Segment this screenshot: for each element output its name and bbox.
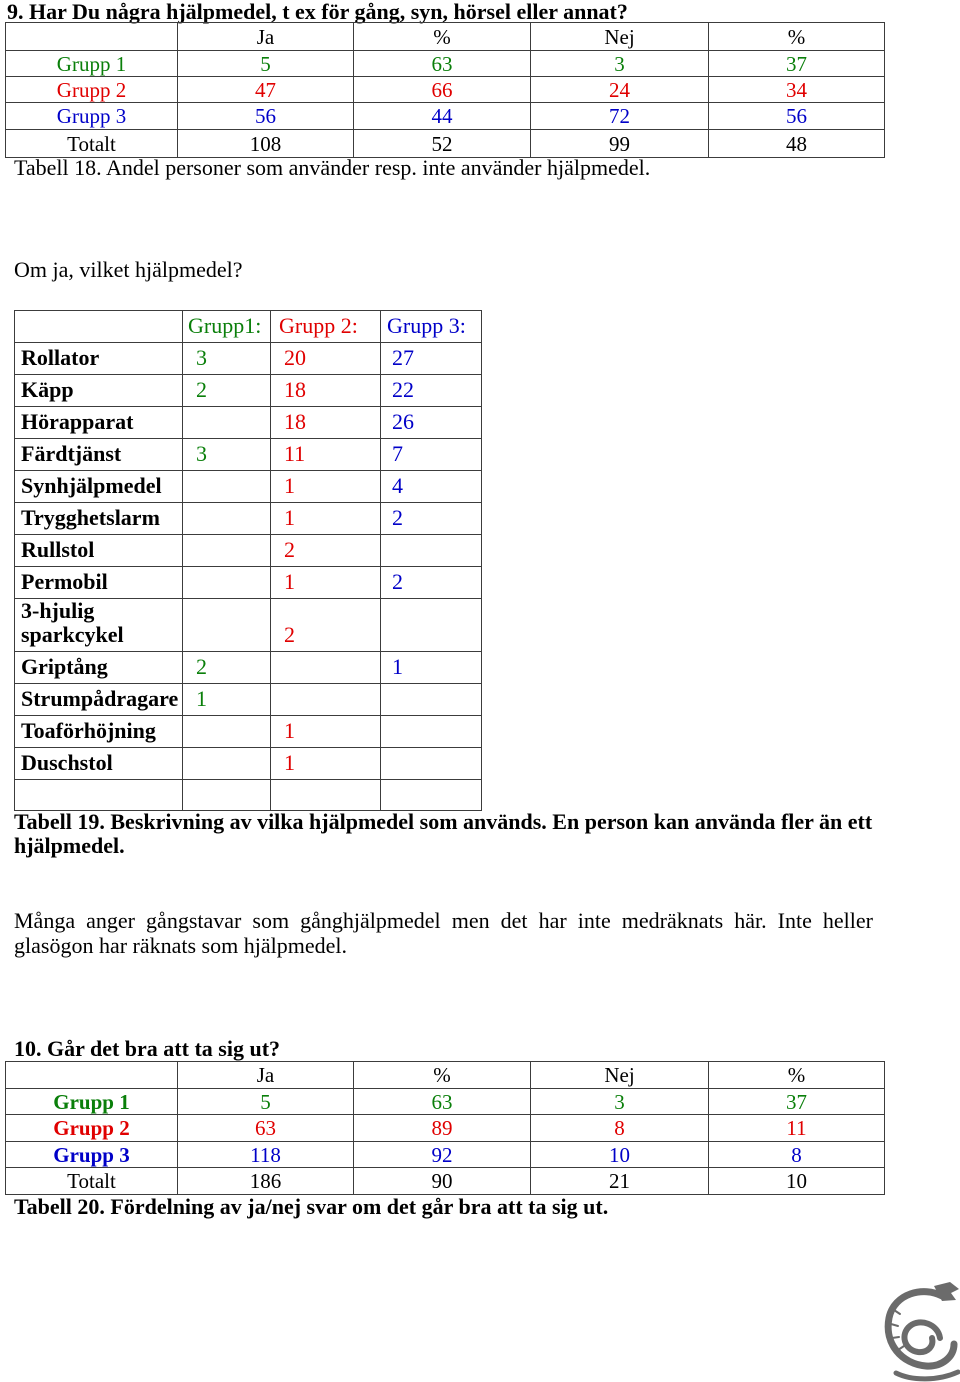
row-label: Grupp 1	[6, 51, 178, 77]
table-cell: 72	[531, 103, 709, 130]
aid-name: Griptång	[15, 652, 183, 684]
grupp3-count: 1	[381, 652, 482, 684]
table-row	[6, 1089, 885, 1115]
table-header-row	[6, 1062, 885, 1089]
header-cell: %	[709, 1062, 885, 1089]
note-paragraph: Många anger gångstavar som gånghjälpmedel men det har inte medräknats här. Inte heller glasögon har räknats som hjälpmedel.	[14, 908, 873, 958]
table-total-row	[6, 1168, 885, 1195]
grupp3-count: 2	[381, 503, 482, 535]
question-10-heading: 10. Går det bra att ta sig ut?	[14, 1036, 281, 1061]
grupp1-count	[183, 716, 271, 748]
table-row	[15, 439, 482, 471]
table-cell: 118	[178, 1142, 354, 1168]
header-cell: %	[354, 23, 531, 51]
table-cell: 56	[709, 103, 885, 130]
aids-usage-table	[5, 22, 885, 158]
grupp2-count: 1	[271, 716, 381, 748]
table-cell: 21	[531, 1168, 709, 1195]
grupp2-count: 20	[271, 343, 381, 375]
grupp3-count: 26	[381, 407, 482, 439]
grupp1-count	[183, 599, 271, 652]
grupp2-count: 2	[271, 535, 381, 567]
grupp1-count: 1	[183, 684, 271, 716]
header-grupp1: Grupp1:	[183, 311, 271, 343]
table-row	[6, 103, 885, 130]
table-cell: 56	[178, 103, 354, 130]
grupp1-count: 3	[183, 439, 271, 471]
dragon-seal-logo-icon	[880, 1280, 960, 1382]
table-cell: 52	[354, 130, 531, 158]
table-cell: 63	[354, 1089, 531, 1115]
table-cell: 10	[709, 1168, 885, 1195]
table-row	[6, 1142, 885, 1168]
grupp1-count	[183, 748, 271, 780]
grupp3-count	[381, 780, 482, 811]
table-cell: 34	[709, 77, 885, 103]
table-row	[15, 407, 482, 439]
table-cell: 10	[531, 1142, 709, 1168]
table-header-row	[15, 311, 482, 343]
table-cell: 48	[709, 130, 885, 158]
aid-name: Permobil	[15, 567, 183, 599]
table-row	[15, 748, 482, 780]
aid-name: Färdtjänst	[15, 439, 183, 471]
table-cell: 11	[709, 1115, 885, 1142]
table-cell: 90	[354, 1168, 531, 1195]
header-grupp3: Grupp 3:	[381, 311, 482, 343]
row-label: Grupp 2	[6, 77, 178, 103]
grupp3-count	[381, 599, 482, 652]
table-cell: 99	[531, 130, 709, 158]
table-cell: 3	[531, 1089, 709, 1115]
table-cell: 8	[531, 1115, 709, 1142]
table-row	[6, 77, 885, 103]
grupp3-count: 7	[381, 439, 482, 471]
table-row	[15, 343, 482, 375]
grupp1-count	[183, 503, 271, 535]
table-row	[15, 375, 482, 407]
aid-name: 3-hjulig sparkcykel	[15, 599, 183, 652]
aid-name: Hörapparat	[15, 407, 183, 439]
table-row	[15, 567, 482, 599]
grupp3-count: 22	[381, 375, 482, 407]
aid-name: Rollator	[15, 343, 183, 375]
table-row	[15, 780, 482, 811]
table-19-caption: Tabell 19. Beskrivning av vilka hjälpmedel som används. En person kan använda fler än ett hjälpmedel.	[14, 809, 873, 858]
aid-name: Trygghetslarm	[15, 503, 183, 535]
grupp1-count	[183, 780, 271, 811]
grupp2-count	[271, 780, 381, 811]
grupp2-count: 2	[271, 599, 381, 652]
header-cell: Ja	[178, 23, 354, 51]
header-cell	[6, 1062, 178, 1089]
grupp2-count: 1	[271, 567, 381, 599]
table-cell: 24	[531, 77, 709, 103]
grupp2-count: 18	[271, 375, 381, 407]
aid-name: Strumpådragare	[15, 684, 183, 716]
table-cell: 5	[178, 51, 354, 77]
question-9-heading: 9. Har Du några hjälpmedel, t ex för gång, syn, hörsel eller annat?	[7, 0, 628, 24]
row-label: Totalt	[6, 130, 178, 158]
row-label: Grupp 3	[6, 103, 178, 130]
table-cell: 186	[178, 1168, 354, 1195]
aid-name: Duschstol	[15, 748, 183, 780]
table-row	[15, 652, 482, 684]
grupp1-count: 2	[183, 652, 271, 684]
table-cell: 8	[709, 1142, 885, 1168]
table-cell: 89	[354, 1115, 531, 1142]
grupp3-count	[381, 748, 482, 780]
grupp1-count: 3	[183, 343, 271, 375]
row-label: Grupp 1	[6, 1089, 178, 1115]
aid-name: Rullstol	[15, 535, 183, 567]
table-row	[15, 599, 482, 652]
grupp3-count	[381, 684, 482, 716]
grupp1-count: 2	[183, 375, 271, 407]
row-label: Grupp 3	[6, 1142, 178, 1168]
header-cell: Nej	[531, 23, 709, 51]
aid-name	[15, 780, 183, 811]
grupp3-count	[381, 535, 482, 567]
table-row	[15, 535, 482, 567]
header-cell	[6, 23, 178, 51]
grupp2-count: 1	[271, 748, 381, 780]
grupp1-count	[183, 535, 271, 567]
row-label: Grupp 2	[6, 1115, 178, 1142]
table-cell: 92	[354, 1142, 531, 1168]
table-cell: 3	[531, 51, 709, 77]
table-cell: 63	[178, 1115, 354, 1142]
grupp1-count	[183, 471, 271, 503]
table-header-row	[6, 23, 885, 51]
grupp2-count	[271, 684, 381, 716]
table-row	[6, 1115, 885, 1142]
row-label: Totalt	[6, 1168, 178, 1195]
table-row	[15, 684, 482, 716]
followup-question: Om ja, vilket hjälpmedel?	[14, 257, 243, 282]
table-cell: 37	[709, 51, 885, 77]
grupp3-count: 27	[381, 343, 482, 375]
grupp2-count: 1	[271, 471, 381, 503]
aid-name: Käpp	[15, 375, 183, 407]
aids-description-table	[14, 310, 482, 811]
table-row	[15, 716, 482, 748]
header-cell: %	[354, 1062, 531, 1089]
grupp2-count: 18	[271, 407, 381, 439]
table-row	[6, 51, 885, 77]
table-cell: 47	[178, 77, 354, 103]
grupp3-count	[381, 716, 482, 748]
grupp2-count: 1	[271, 503, 381, 535]
header-cell: Ja	[178, 1062, 354, 1089]
aid-name: Toaförhöjning	[15, 716, 183, 748]
table-total-row	[6, 130, 885, 158]
header-cell: Nej	[531, 1062, 709, 1089]
header-cell: %	[709, 23, 885, 51]
grupp3-count: 2	[381, 567, 482, 599]
header-grupp2: Grupp 2:	[271, 311, 381, 343]
table-cell: 37	[709, 1089, 885, 1115]
grupp2-count: 11	[271, 439, 381, 471]
table-cell: 108	[178, 130, 354, 158]
grupp1-count	[183, 567, 271, 599]
table-cell: 63	[354, 51, 531, 77]
table-18-caption: Tabell 18. Andel personer som använder resp. inte använder hjälpmedel.	[14, 155, 651, 180]
table-cell: 5	[178, 1089, 354, 1115]
header-cell	[15, 311, 183, 343]
aid-name: Synhjälpmedel	[15, 471, 183, 503]
table-cell: 44	[354, 103, 531, 130]
table-row	[15, 471, 482, 503]
table-row	[15, 503, 482, 535]
grupp3-count: 4	[381, 471, 482, 503]
table-20-caption: Tabell 20. Fördelning av ja/nej svar om det går bra att ta sig ut.	[14, 1194, 609, 1219]
grupp2-count	[271, 652, 381, 684]
table-cell: 66	[354, 77, 531, 103]
grupp1-count	[183, 407, 271, 439]
going-out-table	[5, 1061, 885, 1195]
